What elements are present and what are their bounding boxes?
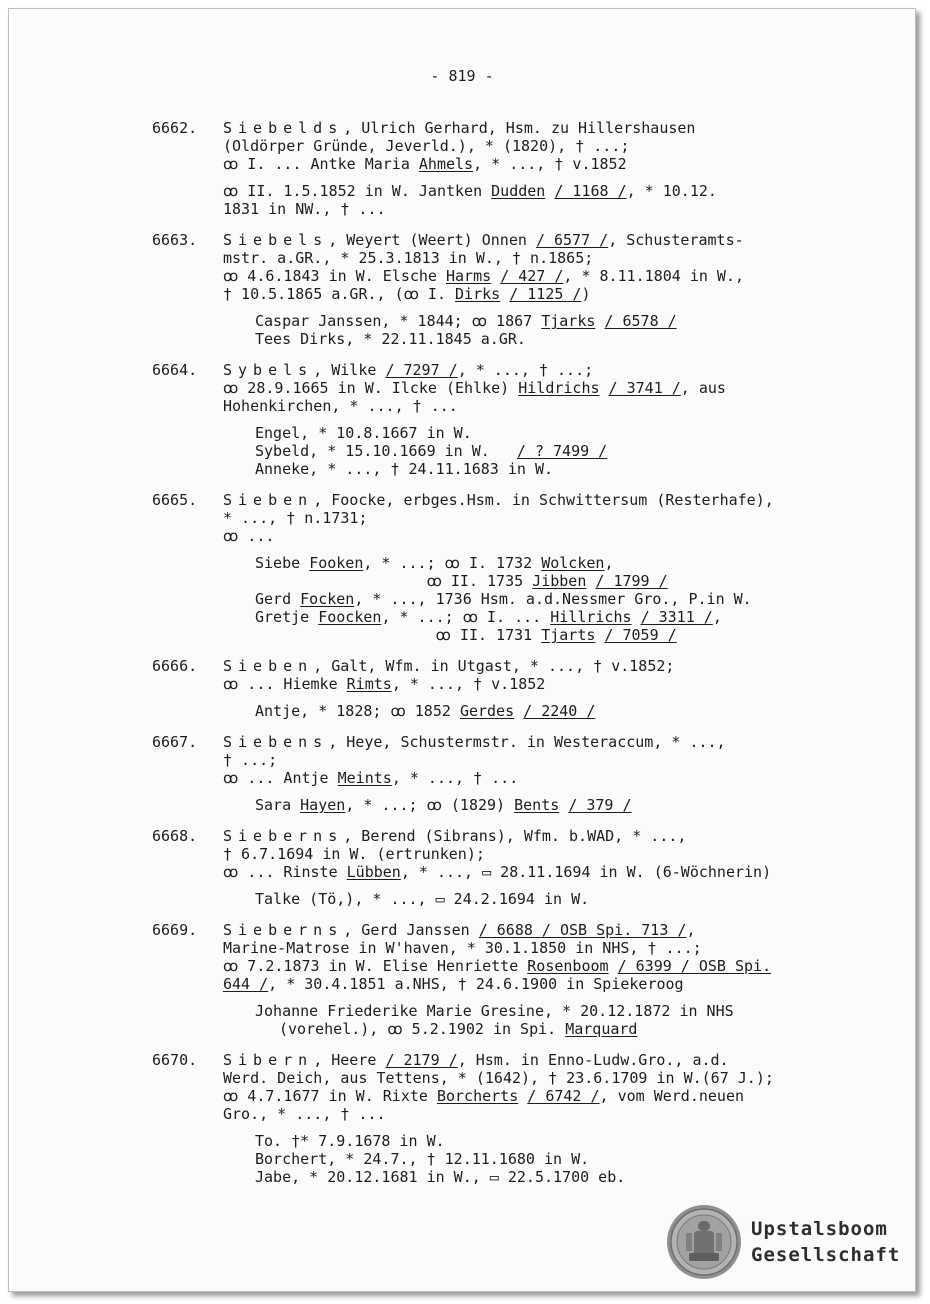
surname: Sieben: [223, 491, 314, 509]
entry-line: ꝏ II. 1735 Jibben / 1799 /: [255, 572, 668, 590]
entry-line: Siebe Fooken, * ...; ꝏ I. 1732 Wolcken,: [255, 554, 614, 572]
underlined-ref: Meints: [337, 769, 392, 787]
entry-line: 1831 in NW., † ...: [223, 200, 386, 218]
seal-icon: [665, 1203, 743, 1281]
entry-line: Marine-Matrose in W'haven, * 30.1.1850 in NHS, † ...;: [223, 939, 702, 957]
entry-number: 6670.: [152, 1051, 198, 1069]
surname: Siebels: [223, 231, 329, 249]
register-entry: [152, 733, 872, 814]
entry-line: Sieberns, Gerd Janssen / 6688 / OSB Spi. 713 /,: [223, 921, 696, 939]
entry-line: ꝏ II. 1.5.1852 in W. Jantken Dudden / 1168 /, * 10.12.: [223, 182, 717, 200]
entry-line: Johanne Friederike Marie Gresine, * 20.12.1872 in NHS: [255, 1002, 734, 1020]
underlined-ref: Borcherts: [436, 1087, 519, 1105]
entry-number: 6664.: [152, 361, 198, 379]
underlined-ref: Rosenboom: [527, 957, 609, 975]
entry-line: Antje, * 1828; ꝏ 1852 Gerdes / 2240 /: [255, 702, 596, 720]
entry-line: Siebelds, Ulrich Gerhard, Hsm. zu Hillershausen: [223, 119, 696, 137]
entry-line: Borchert, * 24.7., † 12.11.1680 in W.: [255, 1150, 590, 1168]
surname: Sieberns: [223, 827, 344, 845]
entry-line: † 10.5.1865 a.GR., (ꝏ I. Dirks / 1125 /): [223, 285, 591, 303]
entry-line: Sara Hayen, * ...; ꝏ (1829) Bents / 379 /: [255, 796, 632, 814]
underlined-ref: / 1168 /: [554, 182, 627, 200]
underlined-ref: Hildrichs: [518, 379, 600, 397]
underlined-ref: / 3741 /: [608, 379, 681, 397]
register-entry: [152, 921, 872, 1038]
entry-line: Sieberns, Berend (Sibrans), Wfm. b.WAD, * ...,: [223, 827, 687, 845]
underlined-ref: / 7297 /: [385, 361, 458, 379]
surname: Siebens: [223, 733, 329, 751]
entry-line: Hohenkirchen, * ..., † ...: [223, 397, 458, 415]
entry-line: Gretje Foocken, * ...; ꝏ I. ... Hillrichs / 3311 /,: [255, 608, 722, 626]
underlined-ref: Dudden: [491, 182, 546, 200]
entry-line: Caspar Janssen, * 1844; ꝏ 1867 Tjarks / 6578 /: [255, 312, 677, 330]
entry-line: To. †* 7.9.1678 in W.: [255, 1132, 445, 1150]
entry-line: Sybels, Wilke / 7297 /, * ..., † ...;: [223, 361, 594, 379]
register-entry: [152, 231, 872, 348]
entry-line: ꝏ ...: [223, 527, 275, 545]
underlined-ref: / 6742 /: [527, 1087, 600, 1105]
register-entry: [152, 361, 872, 478]
entry-number: 6663.: [152, 231, 198, 249]
entry-line: ꝏ 28.9.1665 in W. Ilcke (Ehlke) Hildrichs / 3741 /, aus: [223, 379, 726, 397]
underlined-ref: Wolcken: [541, 554, 605, 572]
underlined-ref: Hayen: [300, 796, 346, 814]
entry-line: * ..., † n.1731;: [223, 509, 368, 527]
surname: Siebelds: [223, 119, 344, 137]
underlined-ref: Focken: [300, 590, 355, 608]
underlined-ref: / 6577 /: [535, 231, 609, 249]
entry-line: Engel, * 10.8.1667 in W.: [255, 424, 472, 442]
surname: Sibern: [223, 1051, 314, 1069]
entry-line: Talke (Tö,), * ..., ▭ 24.2.1694 in W.: [255, 890, 590, 908]
register-entry: [152, 1051, 872, 1186]
underlined-ref: Rimts: [346, 675, 392, 693]
underlined-ref: Tjarts: [541, 626, 596, 644]
entry-line: ꝏ 4.6.1843 in W. Elsche Harms / 427 /, * 8.11.1804 in W.,: [223, 267, 745, 285]
underlined-ref: Fooken: [309, 554, 364, 572]
register-entry: [152, 827, 872, 908]
surname: Sieben: [223, 657, 314, 675]
underlined-ref: / 6399 / OSB Spi.: [617, 957, 772, 975]
underlined-ref: Tjarks: [541, 312, 596, 330]
underlined-ref: / 6578 /: [604, 312, 677, 330]
logo-line-2: Gesellschaft: [751, 1244, 901, 1266]
entry-number: 6666.: [152, 657, 198, 675]
entry-number: 6667.: [152, 733, 198, 751]
entry-line: Siebens, Heye, Schustermstr. in Westeraccum, * ...,: [223, 733, 726, 751]
underlined-ref: / 6688 / OSB Spi. 713 /: [478, 921, 687, 939]
entry-line: Jabe, * 20.12.1681 in W., ▭ 22.5.1700 eb.: [255, 1168, 626, 1186]
register-entry: [152, 491, 872, 644]
publisher-logo: [665, 1203, 900, 1281]
underlined-ref: Jibben: [532, 572, 587, 590]
underlined-ref: / 2240 /: [523, 702, 596, 720]
entry-line: ꝏ ... Hiemke Rimts, * ..., † v.1852: [223, 675, 546, 693]
entry-line: ꝏ ... Antje Meints, * ..., † ...: [223, 769, 519, 787]
underlined-ref: Lübben: [346, 863, 401, 881]
entry-line: Anneke, * ..., † 24.11.1683 in W.: [255, 460, 554, 478]
entry-number: 6665.: [152, 491, 198, 509]
entry-number: 6662.: [152, 119, 198, 137]
entry-line: 644 /, * 30.4.1851 a.NHS, † 24.6.1900 in Spiekeroog: [223, 975, 684, 993]
underlined-ref: / 379 /: [568, 796, 632, 814]
entry-line: Sieben, Galt, Wfm. in Utgast, * ..., † v.1852;: [223, 657, 675, 675]
entry-line: ꝏ 4.7.1677 in W. Rixte Borcherts / 6742 /, vom Werd.neuen: [223, 1087, 745, 1105]
register-entry: [152, 119, 872, 218]
underlined-ref: Marquard: [565, 1020, 638, 1038]
entry-line: ꝏ II. 1731 Tjarts / 7059 /: [255, 626, 677, 644]
entry-line: ꝏ I. ... Antke Maria Ahmels, * ..., † v.1852: [223, 155, 627, 173]
surname: Sybels: [223, 361, 314, 379]
document-page: [8, 8, 916, 1292]
entry-line: † 6.7.1694 in W. (ertrunken);: [223, 845, 485, 863]
underlined-ref: / 2179 /: [385, 1051, 458, 1069]
entry-line: Gro., * ..., † ...: [223, 1105, 386, 1123]
entry-line: Tees Dirks, * 22.11.1845 a.GR.: [255, 330, 526, 348]
underlined-ref: / 1125 /: [509, 285, 582, 303]
underlined-ref: Hillrichs: [550, 608, 632, 626]
entry-line: Sybeld, * 15.10.1669 in W. / ? 7499 /: [255, 442, 608, 460]
underlined-ref: Ahmels: [418, 155, 474, 173]
entry-line: (Oldörper Gründe, Jeverld.), * (1820), † ...;: [223, 137, 630, 155]
entry-line: Siebels, Weyert (Weert) Onnen / 6577 /, Schusteramts-: [223, 231, 744, 249]
underlined-ref: / 7059 /: [604, 626, 677, 644]
underlined-ref: 644 /: [223, 975, 269, 993]
underlined-ref: Gerdes: [459, 702, 515, 720]
entry-line: Sibern, Heere / 2179 /, Hsm. in Enno-Ludw.Gro., a.d.: [223, 1051, 729, 1069]
entry-line: Werd. Deich, aus Tettens, * (1642), † 23.6.1709 in W.(67 J.);: [223, 1069, 774, 1087]
page-number: - 819 -: [430, 67, 494, 85]
underlined-ref: Dirks: [455, 285, 501, 303]
underlined-ref: Foocken: [318, 608, 382, 626]
entry-line: mstr. a.GR., * 25.3.1813 in W., † n.1865;: [223, 249, 594, 267]
underlined-ref: / 1799 /: [595, 572, 668, 590]
underlined-ref: / 3311 /: [640, 608, 713, 626]
entry-line: Gerd Focken, * ..., 1736 Hsm. a.d.Nessmer Gro., P.in W.: [255, 590, 752, 608]
entry-line: ꝏ 7.2.1873 in W. Elise Henriette Rosenboom / 6399 / OSB Spi.: [223, 957, 772, 975]
surname: Sieberns: [223, 921, 344, 939]
entry-number: 6668.: [152, 827, 198, 845]
entry-line: (vorehel.), ꝏ 5.2.1902 in Spi. Marquard: [279, 1020, 638, 1038]
underlined-ref: / ? 7499 /: [516, 442, 608, 460]
entry-line: Sieben, Foocke, erbges.Hsm. in Schwittersum (Resterhafe),: [223, 491, 774, 509]
underlined-ref: Bents: [514, 796, 560, 814]
entry-number: 6669.: [152, 921, 198, 939]
entry-line: † ...;: [223, 751, 278, 769]
register-content: [152, 119, 872, 1199]
register-entry: [152, 657, 872, 720]
underlined-ref: / 427 /: [500, 267, 564, 285]
underlined-ref: Harms: [446, 267, 492, 285]
logo-line-1: Upstalsboom: [751, 1218, 888, 1240]
entry-line: ꝏ ... Rinste Lübben, * ..., ▭ 28.11.1694 in W. (6-Wöchnerin): [223, 863, 772, 881]
